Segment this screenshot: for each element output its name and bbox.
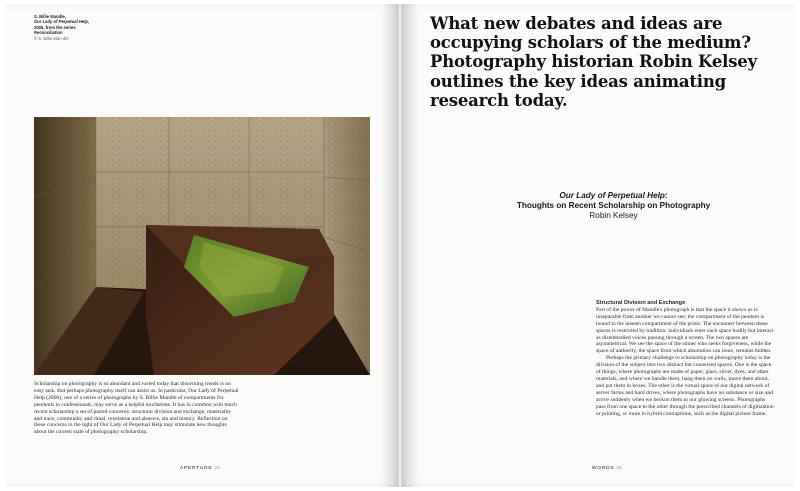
folio-left-number: 24 (214, 466, 220, 471)
section-paragraph-1: Part of the power of Mandle's photograph is that the space it shows us is inseparable from another we cannot see; the compartment of the penitent is bound to the unseen compartment of the priest. The encounter between these spaces is restricted by tradition: individuals enter each space bodily but interact as disembodied voices passing through a screen. The two spaces are asymmetrical. We see the space of the sinner who seeks forgiveness, while the space of authority, the space from which absolution can issue, remains hidden. (596, 306, 774, 355)
folio-right (592, 466, 622, 471)
folio-right-number: 25 (616, 466, 622, 471)
article-title-line1: Our Lady of Perpetual Help: (559, 191, 668, 200)
photo-caption (34, 14, 104, 41)
article-author: Robin Kelsey (589, 211, 638, 221)
folio-left-label: APERTURE (180, 466, 213, 471)
book-gutter (398, 4, 402, 487)
caption-artist: S. Billie Mandle, (34, 14, 66, 19)
folio-right-label: WORDS (592, 466, 615, 471)
caption-title: Our Lady of Perpetual Help, (34, 19, 90, 25)
article-title-line2: Thoughts on Recent Scholarship on Photography (516, 201, 711, 211)
article-title-block (516, 191, 711, 222)
confessional-photograph (34, 117, 370, 375)
caption-series: 2005, from the series Reconciliation (34, 24, 76, 36)
intro-paragraph: Scholarship on photography is so abundant and varied today that discerning trends is no easy task. But perhaps photography itself can assist us. In particular, Our Lady of Perpetual Help (2006), one of a series of photographs by S. Billie Mandle of compartments for penitents in confessionals, may serve as a helpful touchstone. It has in common with much recent scholarship a set of paired concerns: structural division and exchange, materiality and trace, community and ritual, revelation and absence, sin and history. Reflection on these concerns in the light of Our Lady of Perpetual Help may stimulate new thoughts about the current state of photography scholarship. (34, 381, 239, 436)
section-heading: Structural Division and Exchange (596, 300, 686, 306)
caption-credit: © S. Billie Man-dle (34, 35, 69, 41)
section-paragraph-2: Perhaps the primary challenge to scholarship on photography today is the division of the subject into two distinct but connected spaces. One is the space of things, where photographs are made of paper, glass, silver, dyes, and other materials, and where we handle them, hang them on walls, move them about, and put them in boxes. The other is the virtual space of our digital network of server farms and hard drives, where photographs have no substance or size and arrive suddenly when we beckon them to our glowing screens. Photographs pass from one space to the other through the prescribed channels of digitization or printing, or more in hybrid contraptions, such as the digital picture frame. (596, 355, 774, 417)
body-section (596, 300, 776, 417)
article-headline: What new debates and ideas are occupying scholars of the medium? Photography historian Robin Kelsey outlines the key ideas animating research today. (430, 14, 757, 110)
folio-left (180, 466, 220, 471)
